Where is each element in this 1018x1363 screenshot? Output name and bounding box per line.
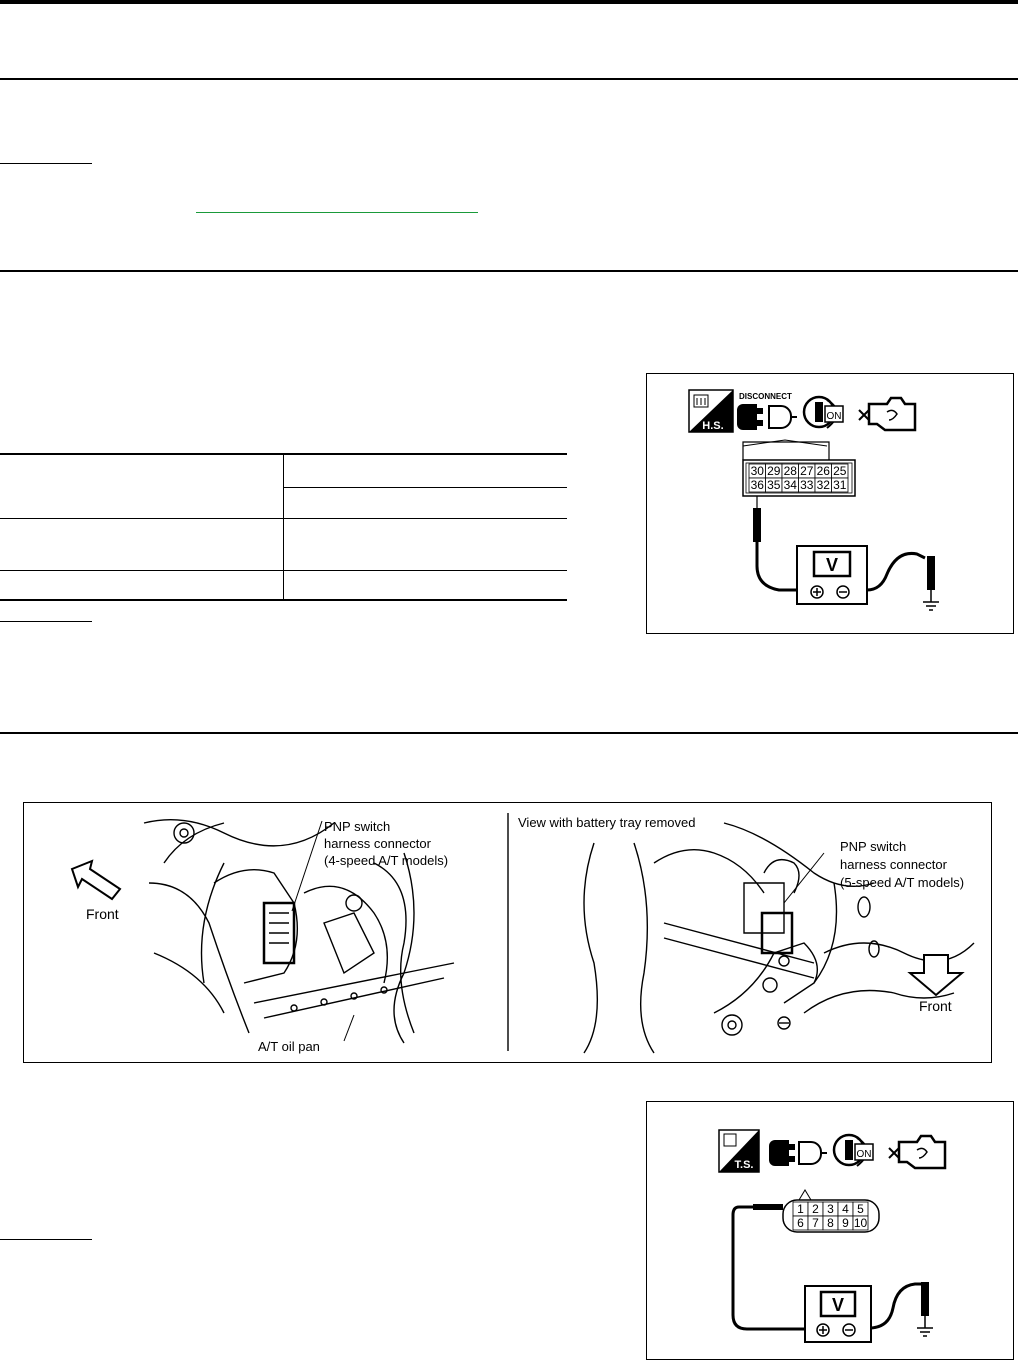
top-rule [0,0,1018,4]
table-cell [0,454,284,518]
voltage-spec-table [0,453,567,601]
pin-number: 9 [842,1216,849,1230]
engine-icon [889,1136,945,1168]
voltmeter [797,546,867,604]
disconnect-icon [737,392,797,430]
ok-ng-underline-3 [0,1239,92,1240]
pin-number: 3 [827,1202,834,1216]
harness-connector [743,440,855,496]
section-divider-1 [0,78,1018,80]
ignition-on-icon [804,397,843,428]
pin-number: 34 [783,478,797,492]
pin-number: 7 [812,1216,819,1230]
table-cell [0,518,284,570]
connector-icon [769,1140,827,1166]
pin-number: 6 [797,1216,804,1230]
pin-number: 4 [842,1202,849,1216]
front-arrow-down-icon [910,955,962,995]
ok-ng-underline-2 [0,621,92,622]
pin-number: 36 [750,478,764,492]
pin-number: 35 [767,478,781,492]
engine-icon [859,398,915,430]
svg-text:T.S.: T.S. [734,1159,754,1171]
callout-4speed: PNP switch harness connector (4-speed A/T models) [324,819,449,868]
svg-text:ON: ON [856,1149,872,1160]
pin-number: 28 [783,464,797,478]
pin-number: 31 [833,478,847,492]
terminal-check-figure [646,1101,1014,1360]
table-cell [284,454,568,487]
voltmeter [805,1286,871,1342]
harness-check-diagram [647,374,1012,632]
right-view-caption: View with battery tray removed [518,815,696,830]
pin-number: 1 [797,1202,804,1216]
pin-number: 30 [750,464,764,478]
front-label-right: Front [919,998,952,1014]
pin-number: 10 [853,1216,868,1230]
svg-text:V: V [825,555,839,575]
pin-number: 25 [833,464,847,478]
svg-text:V: V [831,1295,845,1315]
section-divider-2 [0,270,1018,272]
pin-number: 29 [767,464,781,478]
pin-number: 27 [800,464,814,478]
terminal-side-icon [719,1130,759,1172]
harness-side-icon [689,390,733,432]
pin-number: 8 [827,1216,834,1230]
ten-pin-connector [783,1190,879,1232]
pin-number: 5 [857,1202,864,1216]
svg-text:ON: ON [826,411,842,422]
front-arrow-icon [72,861,120,899]
terminal-check-diagram [647,1102,1012,1358]
section-divider-3 [0,732,1018,734]
table-cell [0,570,284,600]
oil-pan-label: A/T oil pan [258,1039,320,1054]
pin-number: 26 [816,464,830,478]
connector-location-drawing [24,803,990,1061]
svg-text:H.S.: H.S. [702,420,724,432]
pin-number: 2 [812,1202,819,1216]
ignition-on-icon [834,1135,873,1166]
table-cell [284,570,568,600]
svg-text:DISCONNECT: DISCONNECT [739,392,792,401]
table-cell [284,487,568,518]
harness-check-figure [646,373,1014,634]
ok-ng-underline-1 [0,163,92,164]
front-label-left: Front [86,906,119,922]
pin-number: 32 [816,478,830,492]
connector-location-figure [23,802,992,1063]
reference-link[interactable] [196,212,478,213]
callout-5speed: PNP switch harness connector (5-speed A/T models) [840,839,965,890]
pin-number: 33 [800,478,814,492]
table-cell [284,518,568,570]
